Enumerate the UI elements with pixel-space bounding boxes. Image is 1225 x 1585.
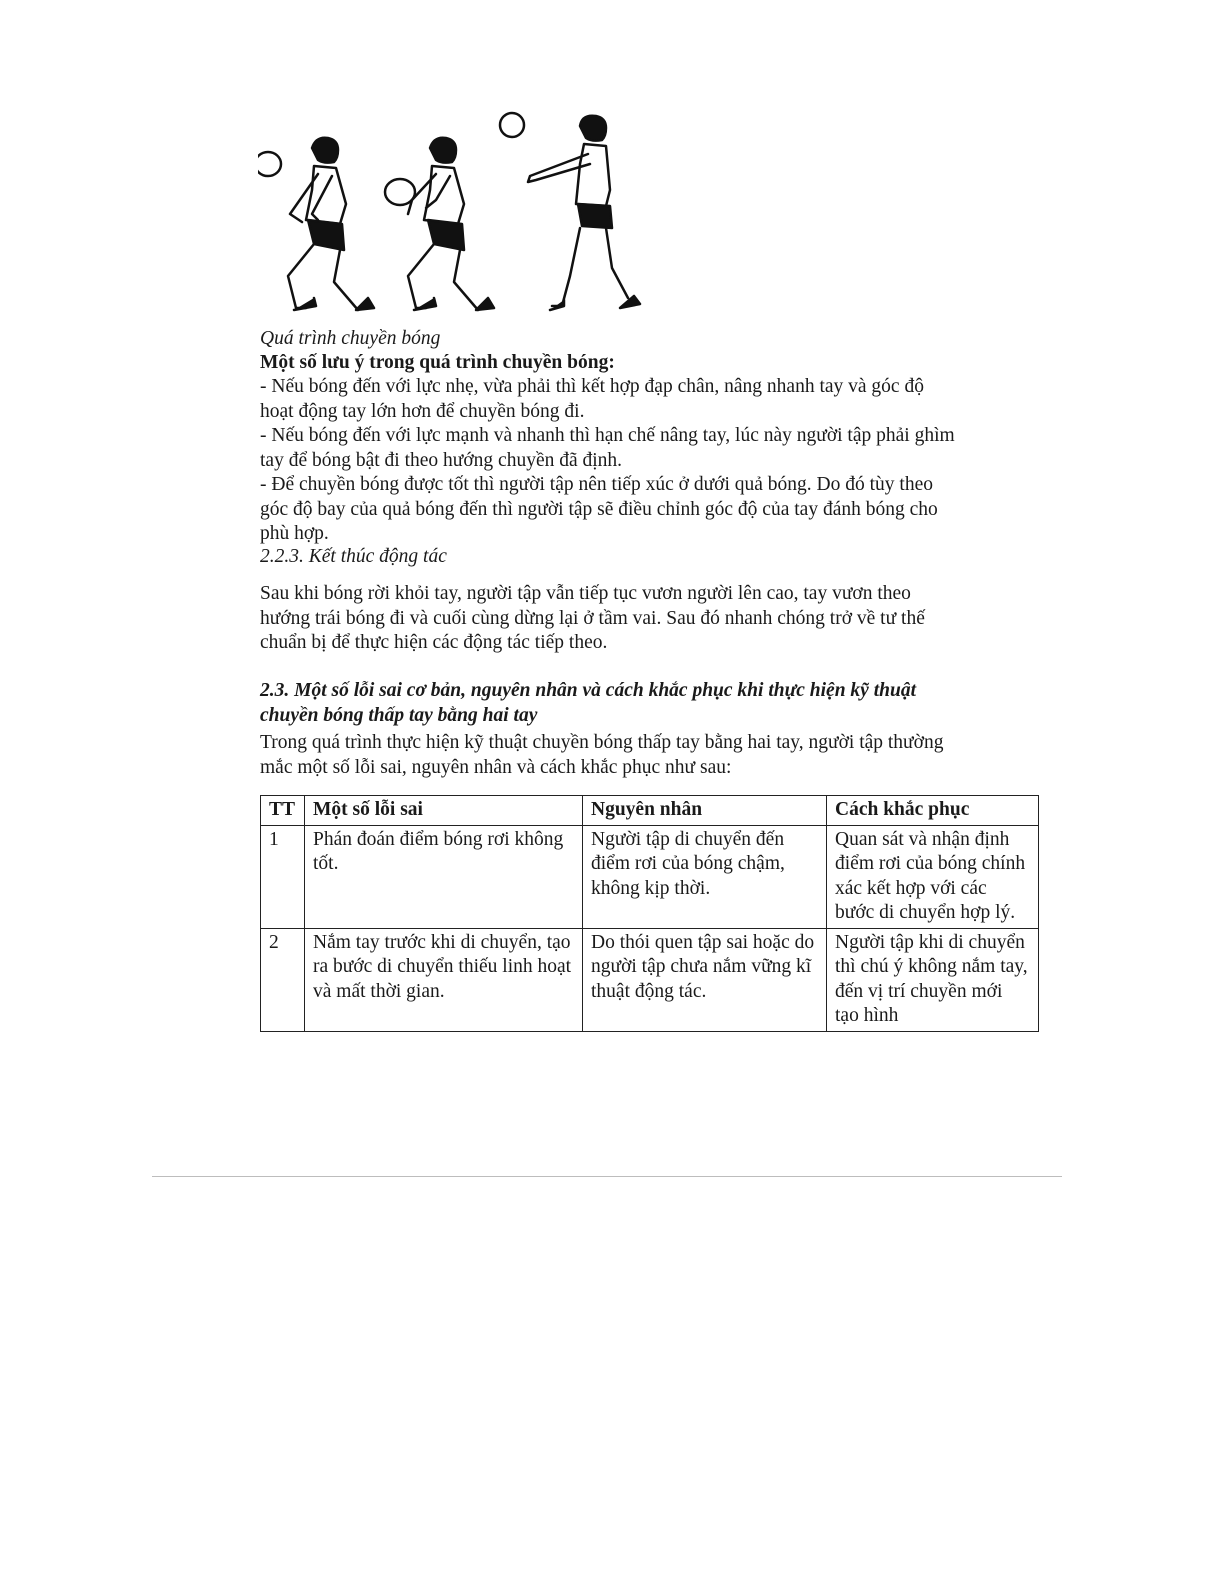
note-item: - Để chuyền bóng được tốt thì người tập nên tiếp xúc ở dưới quả bóng. Do đó tùy theo góc độ bay của quả bóng đến thì người tập sẽ điều chỉnh góc độ của tay đánh bóng cho phù hợp.	[260, 474, 938, 544]
player-3-figure	[528, 116, 640, 310]
cell-tt: 1	[261, 825, 305, 928]
subsection-body: Sau khi bóng rời khỏi tay, người tập vẫn tiếp tục vươn người lên cao, tay vươn theo hướng trái bóng đi và cuối cùng dừng lại ở tầm vai. Sau đó nhanh chóng trở về tư thế chuẩn bị để thực hiện các động tác tiếp theo.	[260, 583, 925, 653]
notes-list	[260, 375, 960, 547]
section-heading: 2.3. Một số lỗi sai cơ bản, nguyên nhân và cách khắc phục khi thực hiện kỹ thuật chuyền bóng thấp tay bằng hai tay	[260, 680, 916, 726]
table-header-row	[261, 796, 1039, 826]
player-2-figure	[408, 138, 494, 310]
table-row	[261, 928, 1039, 1031]
subsection-heading: 2.2.3. Kết thúc động tác	[260, 546, 447, 567]
page-divider	[152, 1176, 1062, 1177]
header-error: Một số lỗi sai	[305, 796, 583, 826]
ball-3	[500, 113, 524, 137]
cell-error: Nắm tay trước khi di chuyển, tạo ra bước di chuyển thiếu linh hoạt và mất thời gian.	[305, 928, 583, 1031]
table-row	[261, 825, 1039, 928]
notes-heading: Một số lưu ý trong quá trình chuyền bóng:	[260, 352, 615, 373]
section-intro: Trong quá trình thực hiện kỹ thuật chuyền bóng thấp tay bằng hai tay, người tập thường mắc một số lỗi sai, nguyên nhân và cách khắc phục như sau:	[260, 732, 944, 778]
cell-fix: Người tập khi di chuyển thì chú ý không nắm tay, đến vị trí chuyền mới tạo hình	[827, 928, 1039, 1031]
player-1-figure	[288, 138, 374, 310]
cell-cause: Người tập di chuyển đến điểm rơi của bóng chậm, không kịp thời.	[583, 825, 827, 928]
cell-error: Phán đoán điểm bóng rơi không tốt.	[305, 825, 583, 928]
ball-1	[258, 152, 281, 176]
cell-cause: Do thói quen tập sai hoặc do người tập chưa nắm vững kĩ thuật động tác.	[583, 928, 827, 1031]
cell-fix: Quan sát và nhận định điểm rơi của bóng chính xác kết hợp với các bước di chuyển hợp lý.	[827, 825, 1039, 928]
passing-illustration	[258, 104, 648, 330]
cell-tt: 2	[261, 928, 305, 1031]
figure-caption: Quá trình chuyền bóng	[260, 328, 441, 349]
header-fix: Cách khắc phục	[827, 796, 1039, 826]
note-item: - Nếu bóng đến với lực nhẹ, vừa phải thì kết hợp đạp chân, nâng nhanh tay và góc độ hoạt động tay lớn hơn để chuyền bóng đi.	[260, 376, 924, 422]
header-cause: Nguyên nhân	[583, 796, 827, 826]
note-item: - Nếu bóng đến với lực mạnh và nhanh thì hạn chế nâng tay, lúc này người tập phải ghìm tay để bóng bật đi theo hướng chuyền đã định.	[260, 425, 955, 471]
errors-table	[260, 795, 1039, 1032]
header-tt: TT	[261, 796, 305, 826]
